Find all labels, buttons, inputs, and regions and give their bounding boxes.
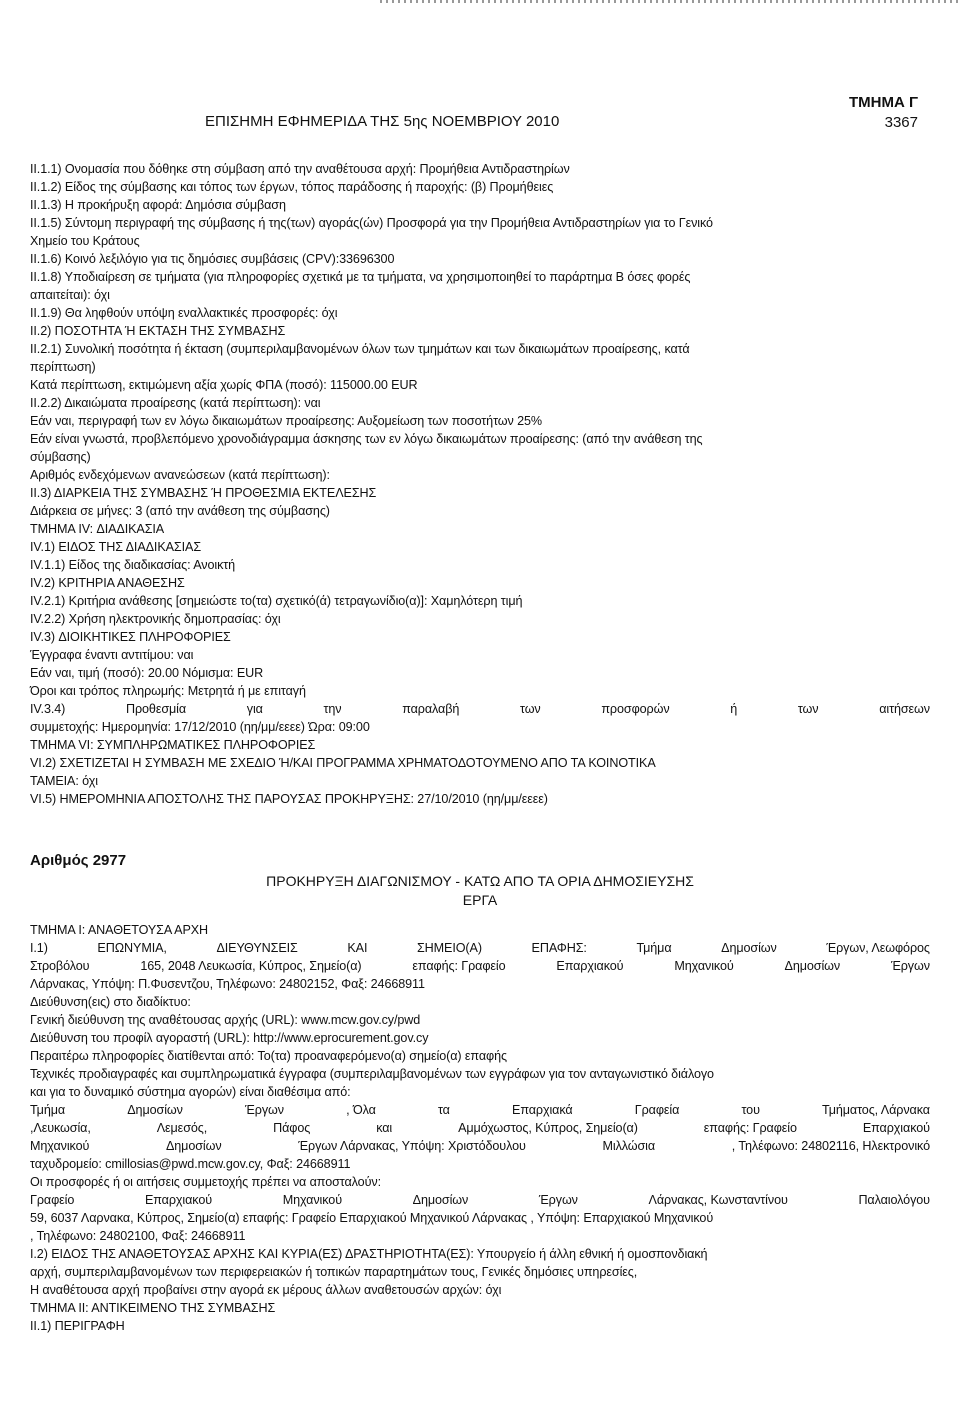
text-line: Αριθμός ενδεχόμενων ανανεώσεων (κατά περίπτωση): — [30, 468, 330, 482]
word: Έργων — [890, 959, 930, 973]
text-line: ΤΜΗΜΑ VI: ΣΥΜΠΛΗΡΩΜΑΤΙΚΕΣ ΠΛΗΡΟΦΟΡΙΕΣ — [30, 738, 316, 752]
word: των — [520, 702, 541, 716]
word: ,Λευκωσία, — [30, 1121, 91, 1135]
text-line: ΙΙ.1.3) Η προκήρυξη αφορά: Δημόσια σύμβαση — [30, 198, 286, 212]
text-line: ΙΙ.1.9) Θα ληφθούν υπόψη εναλλακτικές προσφορές: όχι — [30, 306, 338, 320]
word: Επαρχιακά — [512, 1103, 573, 1117]
text-line: Όροι και τρόπος πληρωμής: Μετρητά ή με επιταγή — [30, 684, 306, 698]
page-number: 3367 — [884, 114, 918, 131]
text-line: ΙΙ.1.6) Κοινό λεξιλόγιο για τις δημόσιες συμβάσεις (CPV):33696300 — [30, 252, 395, 266]
text-line: Τεχνικές προδιαγραφές και συμπληρωματικά έγγραφα (συμπεριλαμβανομένων των εγγράφων για τον ανταγωνιστικό διάλογο — [30, 1067, 714, 1081]
text-line: ΙΙ.2) ΠΟΣΟΤΗΤΑ Ή ΕΚΤΑΣΗ ΤΗΣ ΣΥΜΒΑΣΗΣ — [30, 324, 286, 338]
word: αιτήσεων — [879, 702, 930, 716]
text-line: ΙΙ.1.5) Σύντομη περιγραφή της σύμβασης ή της(των) αγοράς(ών) Προσφορά για την Προμήθεια Αντιδραστηρίων για το Γενικό — [30, 216, 713, 230]
text-line: Εάν ναι, περιγραφή των εν λόγω δικαιωμάτων προαίρεσης: Αυξομείωση των ποσοτήτων 25% — [30, 414, 543, 428]
text-line: IV.2.1) Κριτήρια ανάθεσης [σημειώστε το(τα) σχετικό(ά) τετραγωνίδιο(α)]: Χαμηλότερη τιμή — [30, 594, 523, 608]
word: των — [797, 702, 819, 716]
contact-line — [30, 957, 930, 975]
word: Τμήμα — [636, 941, 672, 955]
word: Πάφος — [273, 1121, 311, 1135]
text-line: IV.3) ΔΙΟΙΚΗΤΙΚΕΣ ΠΛΗΡΟΦΟΡΙΕΣ — [30, 630, 231, 644]
text-line: IV.2) ΚΡΙΤΗΡΙΑ ΑΝΑΘΕΣΗΣ — [30, 576, 185, 590]
word: , Όλα — [346, 1103, 376, 1117]
word: Γραφείο — [30, 1193, 75, 1207]
text-line: Περαιτέρω πληροφορίες διατίθενται από: Το(τα) προαναφερόμενο(α) σημείο(α) επαφής — [30, 1049, 507, 1063]
deadline-line — [30, 700, 930, 718]
word: Μηχανικού — [674, 959, 734, 973]
text-line: IV.1.1) Είδος της διαδικασίας: Ανοικτή — [30, 558, 236, 572]
word: IV.3.4) — [30, 702, 66, 716]
word: Έργων Λάρνακας, Υπόψη: Χριστόδουλου — [298, 1139, 526, 1153]
text-line: Οι προσφορές ή οι αιτήσεις συμμετοχής πρέπει να αποσταλούν: — [30, 1175, 381, 1189]
word: Τμήμα — [30, 1103, 66, 1117]
text-line: ΙΙ.1) ΠΕΡΙΓΡΑΦΗ — [30, 1319, 125, 1333]
text-line: ΤΜΗΜΑ IV: ΔΙΑΔΙΚΑΣΙΑ — [30, 522, 165, 536]
word: προσφορών — [601, 702, 670, 716]
text-line: συμμετοχής: Ημερομηνία: 17/12/2010 (ηη/μμ/εεεε) Ώρα: 09:00 — [30, 720, 370, 734]
text-line: Έγγραφα έναντι αντιτίμου: ναι — [30, 648, 194, 662]
word: ΔΙΕΥΘΥΝΣΕΙΣ — [216, 941, 298, 955]
text-line: αρχή, συμπεριλαμβανομένων των περιφερειακών ή τοπικών παραρτημάτων τους, Γενικές δημόσιες υπηρεσίες, — [30, 1265, 638, 1279]
text-line: απαιτείται): όχι — [30, 288, 110, 302]
availability-line — [30, 1137, 930, 1155]
word: Παλαιολόγου — [858, 1193, 930, 1207]
text-line: Διάρκεια σε μήνες: 3 (από την ανάθεση της σύμβασης) — [30, 504, 330, 518]
text-line: IV.1) ΕΙΔΟΣ ΤΗΣ ΔΙΑΔΙΚΑΣΙΑΣ — [30, 540, 202, 554]
text-line: VI.5) ΗΜΕΡΟΜΗΝΙΑ ΑΠΟΣΤΟΛΗΣ ΤΗΣ ΠΑΡΟΥΣΑΣ ΠΡΟΚΗΡΥΞΗΣ: 27/10/2010 (ηη/μμ/εεεε) — [30, 792, 548, 806]
text-line: ΙΙ.1.2) Είδος της σύμβασης και τόπος των έργων, τόπος παράδοσης ή παροχής: (β) Προμήθειες — [30, 180, 554, 194]
word: ΣΗΜΕΙΟ(Α) — [416, 941, 482, 955]
text-line: ΙΙ.3) ΔΙΑΡΚΕΙΑ ΤΗΣ ΣΥΜΒΑΣΗΣ Ή ΠΡΟΘΕΣΜΙΑ ΕΚΤΕΛΕΣΗΣ — [30, 486, 377, 500]
word: επαφής: Γραφείο — [703, 1121, 797, 1135]
section-label: ΤΜΗΜΑ Γ — [848, 94, 918, 111]
text-line: ΙΙ.1.8) Υποδιαίρεση σε τμήματα (για πληροφορίες σχετικά με τα τμήματα, να χρησιμοποιηθεί το παράρτημα Β όσες φορές — [30, 270, 691, 284]
word: ΕΠΩΝΥΜΙΑ, — [97, 941, 167, 955]
word: επαφής: Γραφείο — [412, 959, 506, 973]
word: Έργων, Λεωφόρος — [826, 941, 930, 955]
notice-number: Αριθμός 2977 — [30, 852, 127, 869]
text-line: Χημείο του Κράτους — [30, 234, 140, 248]
word: Στροβόλου — [30, 959, 90, 973]
text-line: ΙΙ.2.1) Συνολική ποσότητα ή έκταση (συμπεριλαμβανομένων όλων των τμημάτων και των δικαιωμάτων προαίρεσης, κατά — [30, 342, 690, 356]
notice-subtitle: ΕΡΓΑ — [462, 892, 498, 908]
text-line: , Τηλέφωνο: 24802100, Φαξ: 24668911 — [30, 1229, 246, 1243]
word: τα — [437, 1103, 450, 1117]
word: , Τηλέφωνο: 24802116, Ηλεκτρονικό — [731, 1139, 930, 1153]
text-line: ΙΙ.2.2) Δικαιώματα προαίρεσης (κατά περίπτωση): ναι — [30, 396, 321, 410]
text-line: και για το δυναμικό σύστημα αγορών) είναι διαθέσιμα από: — [30, 1085, 351, 1099]
word: Έργων — [538, 1193, 578, 1207]
word: Δημοσίων — [127, 1103, 183, 1117]
word: Λάρνακας, Κωνσταντίνου — [648, 1193, 788, 1207]
word: Δημοσίων — [721, 941, 777, 955]
text-line: Διεύθυνση(εις) στο διαδίκτυο: — [30, 995, 191, 1009]
text-line: περίπτωση) — [30, 360, 96, 374]
word: Δημοσίων — [784, 959, 841, 973]
text-line: ΙΙ.1.1) Ονομασία που δόθηκε στη σύμβαση από την αναθέτουσα αρχή: Προμήθεια Αντιδραστηρίων — [30, 162, 570, 176]
availability-line — [30, 1101, 930, 1119]
word: Λεμεσός, — [156, 1121, 208, 1135]
text-line: Εάν είναι γνωστά, προβλεπόμενο χρονοδιάγραμμα άσκησης των εν λόγω δικαιωμάτων προαίρεσης: (από την ανάθεση της — [30, 432, 703, 446]
word: Επαρχιακού — [862, 1121, 930, 1135]
submission-line — [30, 1191, 930, 1209]
word: Δημοσίων — [165, 1139, 222, 1153]
word: του — [741, 1103, 760, 1117]
text-line: Λάρνακας, Υπόψη: Π.Φυσεντζου, Τηλέφωνο: 24802152, Φαξ: 24668911 — [30, 977, 425, 991]
text-line: IV.2.2) Χρήση ηλεκτρονικής δημοπρασίας: όχι — [30, 612, 281, 626]
text-line: Η αναθέτουσα αρχή προβαίνει στην αγορά εκ μέρους άλλων αναθετουσών αρχών: όχι — [30, 1283, 502, 1297]
word: Τμήματος, Λάρνακα — [822, 1103, 930, 1117]
word: Επαρχιακού — [556, 959, 624, 973]
text-line: ταχυδρομείο: cmillosias@pwd.mcw.gov.cy, Φαξ: 24668911 — [30, 1157, 351, 1171]
text-line: ΤΑΜΕΙΑ: όχι — [30, 774, 98, 788]
word: ΕΠΑΦΗΣ: — [531, 941, 587, 955]
section-heading: ΤΜΗΜΑ Ι: ΑΝΑΘΕΤΟΥΣΑ ΑΡΧΗ — [30, 923, 209, 937]
notice-title: ΠΡΟΚΗΡΥΞΗ ΔΙΑΓΩΝΙΣΜΟΥ - ΚΑΤΩ ΑΠΟ ΤΑ ΟΡΙΑ ΔΗΜΟΣΙΕΥΣΗΣ — [266, 873, 694, 889]
word: παραλαβή — [402, 702, 460, 716]
word: Έργων — [245, 1103, 284, 1117]
word: Μιλλώσια — [602, 1139, 656, 1153]
text-line: Γενική διεύθυνση της αναθέτουσας αρχής (URL): www.mcw.gov.cy/pwd — [30, 1013, 421, 1027]
word: Επαρχιακού — [144, 1193, 213, 1207]
scan-artifact-line — [380, 0, 960, 3]
text-line: 59, 6037 Λαρνακα, Κύπρος, Σημείο(α) επαφής: Γραφείο Επαρχιακού Μηχανικού Λάρνακας , Υπόψη: Επαρχιακού Μηχανικού — [30, 1211, 714, 1225]
word: ή — [730, 702, 738, 716]
text-line: Διεύθυνση του προφίλ αγοραστή (URL): http://www.eprocurement.gov.cy — [30, 1031, 429, 1045]
word: Ι.1) — [30, 941, 48, 955]
text-line: σύμβασης) — [30, 450, 91, 464]
word: ΚΑΙ — [347, 941, 368, 955]
text-line: Κατά περίπτωση, εκτιμώμενη αξία χωρίς ΦΠΑ (ποσό): 115000.00 EUR — [30, 378, 418, 392]
availability-line — [30, 1119, 930, 1137]
word: 165, 2048 Λευκωσία, Κύπρος, Σημείο(α) — [140, 959, 362, 973]
word: Μηχανικού — [282, 1193, 342, 1207]
contact-line — [30, 939, 930, 957]
text-line: Εάν ναι, τιμή (ποσό): 20.00 Νόμισμα: EUR — [30, 666, 264, 680]
word: Προθεσμία — [125, 702, 187, 716]
word: και — [376, 1121, 393, 1135]
word: Αμμόχωστος, Κύπρος, Σημείο(α) — [458, 1121, 638, 1135]
gazette-header: ΕΠΙΣΗΜΗ ΕΦΗΜΕΡΙΔΑ ΤΗΣ 5ης ΝΟΕΜΒΡΙΟΥ 2010 — [205, 113, 560, 130]
word: Μηχανικού — [30, 1139, 90, 1153]
word: την — [323, 702, 342, 716]
word: Δημοσίων — [412, 1193, 469, 1207]
text-line: VI.2) ΣΧΕΤΙΖΕΤΑΙ Η ΣΥΜΒΑΣΗ ΜΕ ΣΧΕΔΙΟ Ή/ΚΑΙ ΠΡΟΓΡΑΜΜΑ ΧΡΗΜΑΤΟΔΟΤΟΥΜΕΝΟ ΑΠΟ ΤΑ ΚΟΙΝΟΤΙΚΑ — [30, 756, 656, 770]
word: Γραφεία — [634, 1103, 680, 1117]
word: για — [246, 702, 263, 716]
text-line: Ι.2) ΕΙΔΟΣ ΤΗΣ ΑΝΑΘΕΤΟΥΣΑΣ ΑΡΧΗΣ ΚΑΙ ΚΥΡΙΑ(ΕΣ) ΔΡΑΣΤΗΡΙΟΤΗΤΑ(ΕΣ): Υπουργείο ή άλλη εθνική ή ομοσπονδιακή — [30, 1247, 708, 1261]
text-line: ΤΜΗΜΑ ΙΙ: ΑΝΤΙΚΕΙΜΕΝΟ ΤΗΣ ΣΥΜΒΑΣΗΣ — [30, 1301, 276, 1315]
